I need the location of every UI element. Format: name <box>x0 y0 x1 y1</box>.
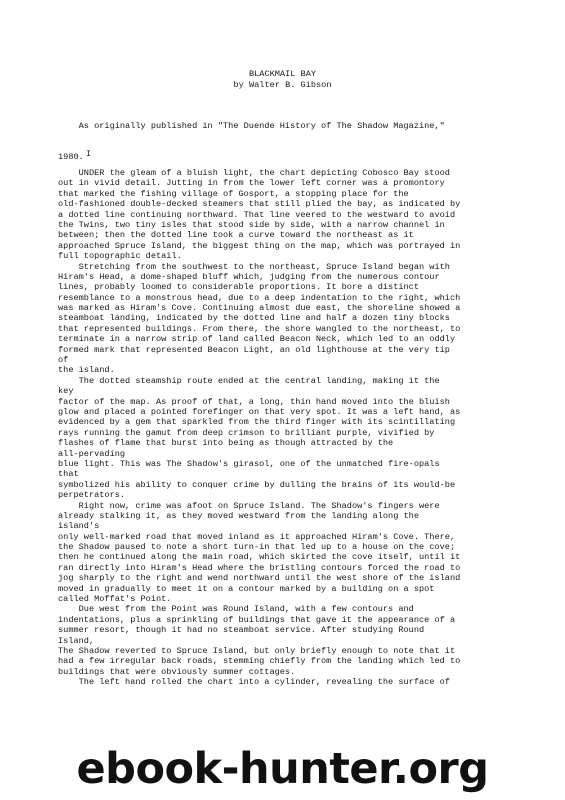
body-line: formed mark that represented Beacon Light, an old lighthouse at the very tip <box>58 344 450 355</box>
body-line: Stretching from the southwest to the northeast, Spruce Island began with <box>58 261 450 272</box>
body-line: approached Spruce Island, the biggest thing on the map, which was portrayed in <box>58 240 461 251</box>
body-line: a dotted line continuing northward. That line veered to the westward to avoid <box>58 209 456 220</box>
body-line: Island, <box>58 635 95 646</box>
body-line: full topographic detail. <box>58 251 182 262</box>
body-line: ran directly into Hiram's Head where the bristling contours forced the road to <box>58 562 461 573</box>
body-line: steamboat landing, indicated by the dotted line and half a dozen tiny blocks <box>58 313 450 324</box>
body-line: called Moffat's Point. <box>58 594 172 605</box>
body-line: terminate in a narrow strip of land called Beacon Neck, which led to an oddly <box>58 334 456 345</box>
body-line: was marked as Hiram's Cove. Continuing almost due east, the shoreline showed a <box>58 303 461 314</box>
document-title: BLACKMAIL BAY <box>248 69 317 79</box>
body-line: that marked the fishing village of Gosport, a stopping place for the <box>58 188 409 199</box>
body-line: of <box>58 355 69 366</box>
body-line: rays running the gamut from deep crimson to brilliant purple, vivified by <box>58 427 435 438</box>
body-line: all-pervading <box>58 448 126 459</box>
body-line: only well-marked road that moved inland as it approached Hiram's Cove. There, <box>58 531 456 542</box>
body-line: island's <box>58 521 100 532</box>
body-line: already stalking it, as they moved westward from the landing along the <box>58 510 419 521</box>
publication-note-line: As originally published in "The Duende History of The Shadow Magazine," <box>58 120 445 131</box>
body-line: had a few irregular back roads, stemming chiefly from the landing which led to <box>58 656 461 667</box>
body-line: moved in gradually to meet it on a contour marked by a building on a spot <box>58 583 435 594</box>
chapter-body <box>58 168 538 688</box>
body-line: factor of the map. As proof of that, a long, thin hand moved into the bluish <box>58 396 450 407</box>
body-line: the Shadow paused to note a short turn-in that led up to a house on the cove; <box>58 542 456 553</box>
body-line: UNDER the gleam of a bluish light, the chart depicting Cobosco Bay stood <box>58 168 450 178</box>
body-line: summer resort, though it had no steamboat service. After studying Round <box>58 625 425 636</box>
body-line: The Shadow reverted to Spruce Island, but only briefly enough to note that it <box>58 645 456 656</box>
body-line: jog sharply to the right and wend northward until the west shore of the island <box>58 573 461 584</box>
body-line: key <box>58 386 74 397</box>
body-line: the island. <box>58 365 115 376</box>
body-line: Right now, crime was afoot on Spruce Island. The Shadow's fingers were <box>58 500 440 511</box>
body-line: Due west from the Point was Round Island, with a few contours and <box>58 604 414 615</box>
watermark-logo: ebook-hunter.org <box>76 744 489 794</box>
body-line: old-fashioned double-decked steamers that still plied the bay, as indicated by <box>58 199 461 210</box>
body-line: glow and placed a pointed forefinger on that very spot. It was a left hand, as <box>58 406 461 417</box>
body-line: The left hand rolled the chart into a cylinder, revealing the surface of <box>58 677 450 688</box>
body-line: out in vivid detail. Jutting in from the lower left corner was a promontory <box>58 178 445 189</box>
body-line: indentations, plus a sprinkling of buildings that gave it the appearance of a <box>58 614 456 625</box>
body-line: that represented buildings. From there, the shore wangled to the northeast, to <box>58 323 461 334</box>
body-line: then he continued along the main road, which skirted the cove itself, until it <box>58 552 461 563</box>
body-line: between; then the dotted line took a curve toward the northeast as it <box>58 230 414 241</box>
body-line: blue light. This was The Shadow's girasol, one of the unmatched fire-opals <box>58 458 440 469</box>
body-line: flashes of flame that burst into being as though attracted by the <box>58 438 394 449</box>
body-line: evidenced by a gem that sparkled from the third finger with its scintillating <box>58 417 456 428</box>
body-line: buildings that were obviously summer cottages. <box>58 666 296 677</box>
document-byline: by Walter B. Gibson <box>233 80 332 90</box>
body-line: symbolized his ability to conquer crime by dulling the brains of its would-be <box>58 479 456 490</box>
body-line: Hiram's Head, a dome-shaped bluff which, judging from the numerous contour <box>58 271 440 282</box>
body-line: resemblance to a monstrous head, due to a deep indentation to the right, which <box>58 292 461 303</box>
body-line: lines, probably loomed to considerable proportions. It bore a distinct <box>58 282 419 293</box>
body-line: the Twins, two tiny isles that stood side by side, with a narrow channel in <box>58 219 445 230</box>
chapter-number: I <box>86 149 92 159</box>
body-line: perpetrators. <box>58 490 126 501</box>
publication-note-line: 1980. <box>58 152 84 163</box>
body-line: The dotted steamship route ended at the central landing, making it the <box>58 375 440 386</box>
body-line: that <box>58 469 79 480</box>
